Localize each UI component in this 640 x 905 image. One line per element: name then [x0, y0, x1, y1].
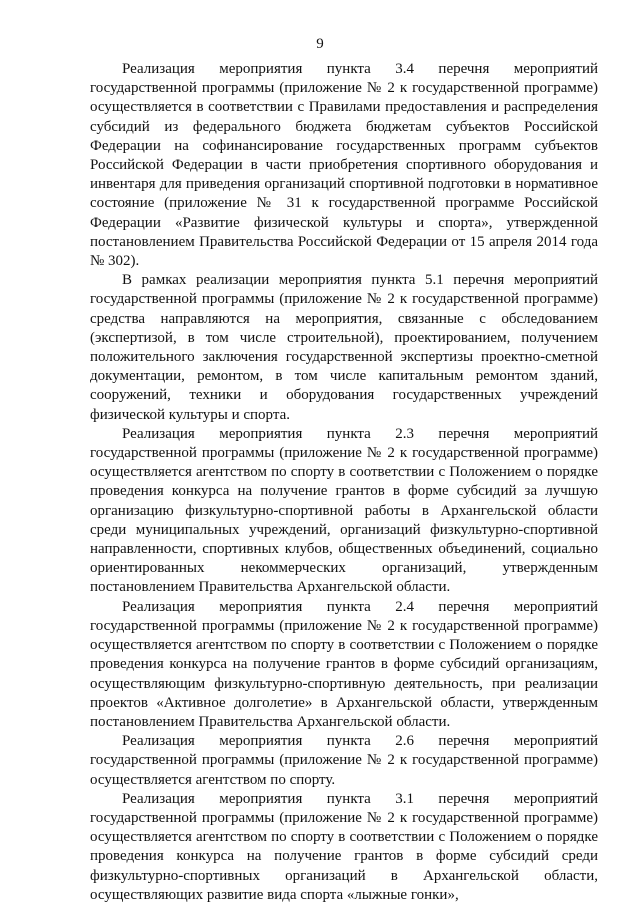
page-number: 9	[316, 36, 324, 52]
document-body	[90, 60, 598, 905]
paragraph-1: Реализация мероприятия пункта 3.4 перечня мероприятий государственной программы (приложение № 2 к государственной программе) осуществляется в соответствии с Правилами предоставления и распределения субсидий из федерального бюджета бюджетам субъектов Российской Федерации на софинансирование государственных программ субъектов Российской Федерации в части приобретения спортивного оборудования и инвентаря для приведения организаций спортивной подготовки в нормативное состояние (приложение № 31 к государственной программе Российской Федерации «Развитие физической культуры и спорта», утвержденной постановлением Правительства Российской Федерации от 15 апреля 2014 года № 302).	[90, 61, 598, 270]
paragraph-2: В рамках реализации мероприятия пункта 5.1 перечня мероприятий государственной программы (приложение № 2 к государственной программе) средства направляются на мероприятия, связанные с обследованием (экспертизой, в том числе строительной), проектированием, получением положительного заключения государственной экспертизы проектно-сметной документации, ремонтом, в том числе капитальным ремонтом зданий, сооружений, техники и оборудования государственных учреждений физической культуры и спорта.	[90, 272, 598, 423]
paragraph-5: Реализация мероприятия пункта 2.6 перечня мероприятий государственной программы (приложение № 2 к государственной программе) осуществляется агентством по спорту.	[90, 733, 598, 788]
paragraph-4: Реализация мероприятия пункта 2.4 перечня мероприятий государственной программы (приложение № 2 к государственной программе) осуществляется агентством по спорту в соответствии с Положением о порядке проведения конкурса на получение грантов в форме субсидий организациям, осуществляющим физкультурно-спортивную деятельность, при реализации проектов «Активное долголетие» в Архангельской области, утвержденным постановлением Правительства Архангельской области.	[90, 598, 598, 730]
paragraph-6: Реализация мероприятия пункта 3.1 перечня мероприятий государственной программы (приложение № 2 к государственной программе) осуществляется агентством по спорту в соответствии с Положением о порядке проведения конкурса на получение грантов в форме субсидий среди физкультурно-спортивных организаций в Архангельской области, осуществляющих развитие вида спорта «лыжные гонки»,	[90, 790, 598, 903]
paragraph-3: Реализация мероприятия пункта 2.3 перечня мероприятий государственной программы (приложение № 2 к государственной программе) осуществляется агентством по спорту в соответствии с Положением о порядке проведения конкурса на получение грантов в форме субсидий за лучшую организацию физкультурно-спортивной работы в Архангельской области среди муниципальных учреждений, организаций физкультурно-спортивной направленности, спортивных клубов, общественных объединений, социально ориентированных некоммерческих организаций, утвержденным постановлением Правительства Архангельской области.	[90, 425, 598, 596]
